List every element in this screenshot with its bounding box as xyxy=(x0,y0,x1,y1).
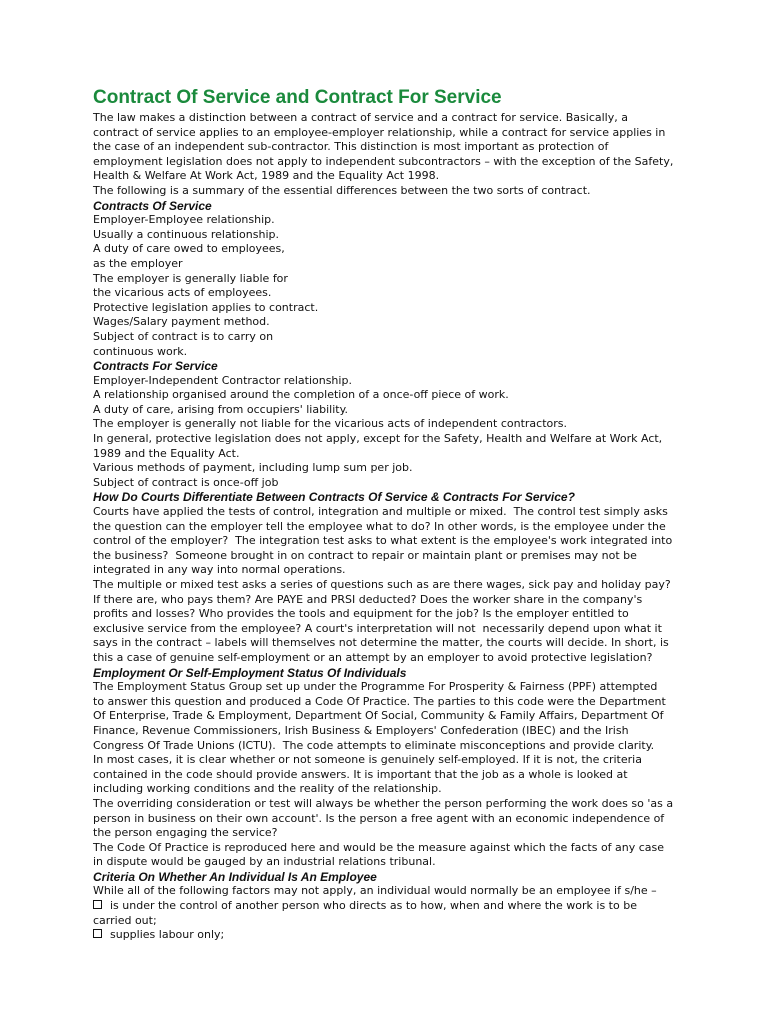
text-line: The Employment Status Group set up under the Programme For Prosperity & Fairness (PPF) attempted xyxy=(93,680,658,694)
text-line: The Code Of Practice is reproduced here and would be the measure against which the facts of any case xyxy=(93,840,665,854)
text-line: as the employer xyxy=(93,256,183,270)
text-line: control of the employer? The integration test asks to what extent is the employee's work integrated into xyxy=(93,534,673,548)
text-line: contract of service applies to an employee-employer relationship, while a contract for service applies in xyxy=(93,125,666,139)
text-line: integrated in any way into normal operations. xyxy=(93,563,346,577)
checkbox-bullet-icon xyxy=(93,929,102,938)
text-line: A duty of care owed to employees, xyxy=(93,242,285,256)
section-heading: Criteria On Whether An Individual Is An Employee xyxy=(93,869,377,884)
text-line: Employer-Employee relationship. xyxy=(93,213,275,227)
text-line: profits and losses? Who provides the tools and equipment for the job? Is the employer entitled to xyxy=(93,607,629,621)
text-line: Usually a continuous relationship. xyxy=(93,227,279,241)
bullet-text: supplies labour only; xyxy=(110,928,225,942)
text-line: exclusive service from the employee? A court's interpretation will not necessarily depend upon what it xyxy=(93,621,662,635)
text-line: Various methods of payment, including lump sum per job. xyxy=(93,461,413,475)
text-line: the business? Someone brought in on contract to repair or maintain plant or premises may not be xyxy=(93,548,637,562)
text-line: the question can the employer tell the employee what to do? In other words, is the employee under the xyxy=(93,519,666,533)
text-line: including working conditions and the reality of the relationship. xyxy=(93,782,442,796)
bullet-item xyxy=(93,899,683,914)
text-line: person in business on their own account'. Is the person a free agent with an economic independence of xyxy=(93,811,665,825)
checkbox-bullet-icon xyxy=(93,900,102,909)
text-line: Subject of contract is once-off job xyxy=(93,475,279,489)
section-heading: Employment Or Self-Employment Status Of Individuals xyxy=(93,665,407,680)
text-line: continuous work. xyxy=(93,344,188,358)
text-line: The multiple or mixed test asks a series of questions such as are there wages, sick pay and holiday pay? xyxy=(93,578,671,591)
text-line: The employer is generally not liable for the vicarious acts of independent contractors. xyxy=(93,417,567,431)
text-line: employment legislation does not apply to independent subcontractors – with the exception of the Safety, xyxy=(93,154,674,168)
text-line: Wages/Salary payment method. xyxy=(93,315,270,329)
text-line: While all of the following factors may not apply, an individual would normally be an employee if s/he – xyxy=(93,884,657,898)
bullet-text: is under the control of another person who directs as to how, when and where the work is to be xyxy=(110,899,637,913)
text-line: Protective legislation applies to contract. xyxy=(93,300,319,314)
text-line: the vicarious acts of employees. xyxy=(93,286,272,300)
bullet-item xyxy=(93,928,683,943)
text-line: carried out; xyxy=(93,913,157,927)
text-line: The law makes a distinction between a contract of service and a contract for service. Basically, a xyxy=(93,111,628,124)
section-heading: Contracts For Service xyxy=(93,359,218,374)
text-line: The employer is generally liable for xyxy=(93,271,288,285)
text-line: this a case of genuine self-employment or an attempt by an employer to avoid protective legislation? xyxy=(93,650,653,664)
text-line: In most cases, it is clear whether or not someone is genuinely self-employed. If it is not, the criteria xyxy=(93,753,642,767)
text-line: Courts have applied the tests of control, integration and multiple or mixed. The control test simply asks xyxy=(93,505,668,519)
document-content xyxy=(93,86,683,943)
text-line: contained in the code should provide answers. It is important that the job as a whole is looked at xyxy=(93,767,628,781)
text-line: The following is a summary of the essential differences between the two sorts of contract. xyxy=(93,183,591,197)
text-line: The overriding consideration or test will always be whether the person performing the work does so 'as a xyxy=(93,796,674,810)
page-title: Contract Of Service and Contract For Service xyxy=(93,87,502,108)
text-line: Subject of contract is to carry on xyxy=(93,329,274,343)
text-line: 1989 and the Equality Act. xyxy=(93,446,240,460)
text-line: Congress Of Trade Unions (ICTU). The code attempts to eliminate misconceptions and provide clarity. xyxy=(93,738,655,752)
text-line: Finance, Revenue Commissioners, Irish Business & Employers' Confederation (IBEC) and the Irish xyxy=(93,723,629,737)
text-line: says in the contract – labels will themselves not determine the matter, the courts will decide. In short, is xyxy=(93,636,669,650)
text-line: A duty of care, arising from occupiers' liability. xyxy=(93,402,349,416)
text-line: If there are, who pays them? Are PAYE and PRSI deducted? Does the worker share in the company's xyxy=(93,592,643,606)
text-line: A relationship organised around the completion of a once-off piece of work. xyxy=(93,388,509,402)
text-line: Employer-Independent Contractor relationship. xyxy=(93,373,352,387)
section-heading: Contracts Of Service xyxy=(93,198,212,213)
text-line: In general, protective legislation does not apply, except for the Safety, Health and Welfare at Work Act, xyxy=(93,432,663,446)
text-line: Of Enterprise, Trade & Employment, Department Of Social, Community & Family Affairs, Department Of xyxy=(93,709,664,723)
text-line: the person engaging the service? xyxy=(93,826,278,840)
text-line: in dispute would be gauged by an industrial relations tribunal. xyxy=(93,855,436,869)
text-line: to answer this question and produced a Code Of Practice. The parties to this code were the Department xyxy=(93,694,666,708)
section-heading: How Do Courts Differentiate Between Contracts Of Service & Contracts For Service? xyxy=(93,490,575,505)
text-line: the case of an independent sub-contractor. This distinction is most important as protection of xyxy=(93,140,609,154)
text-line: Health & Welfare At Work Act, 1989 and the Equality Act 1998. xyxy=(93,169,440,183)
